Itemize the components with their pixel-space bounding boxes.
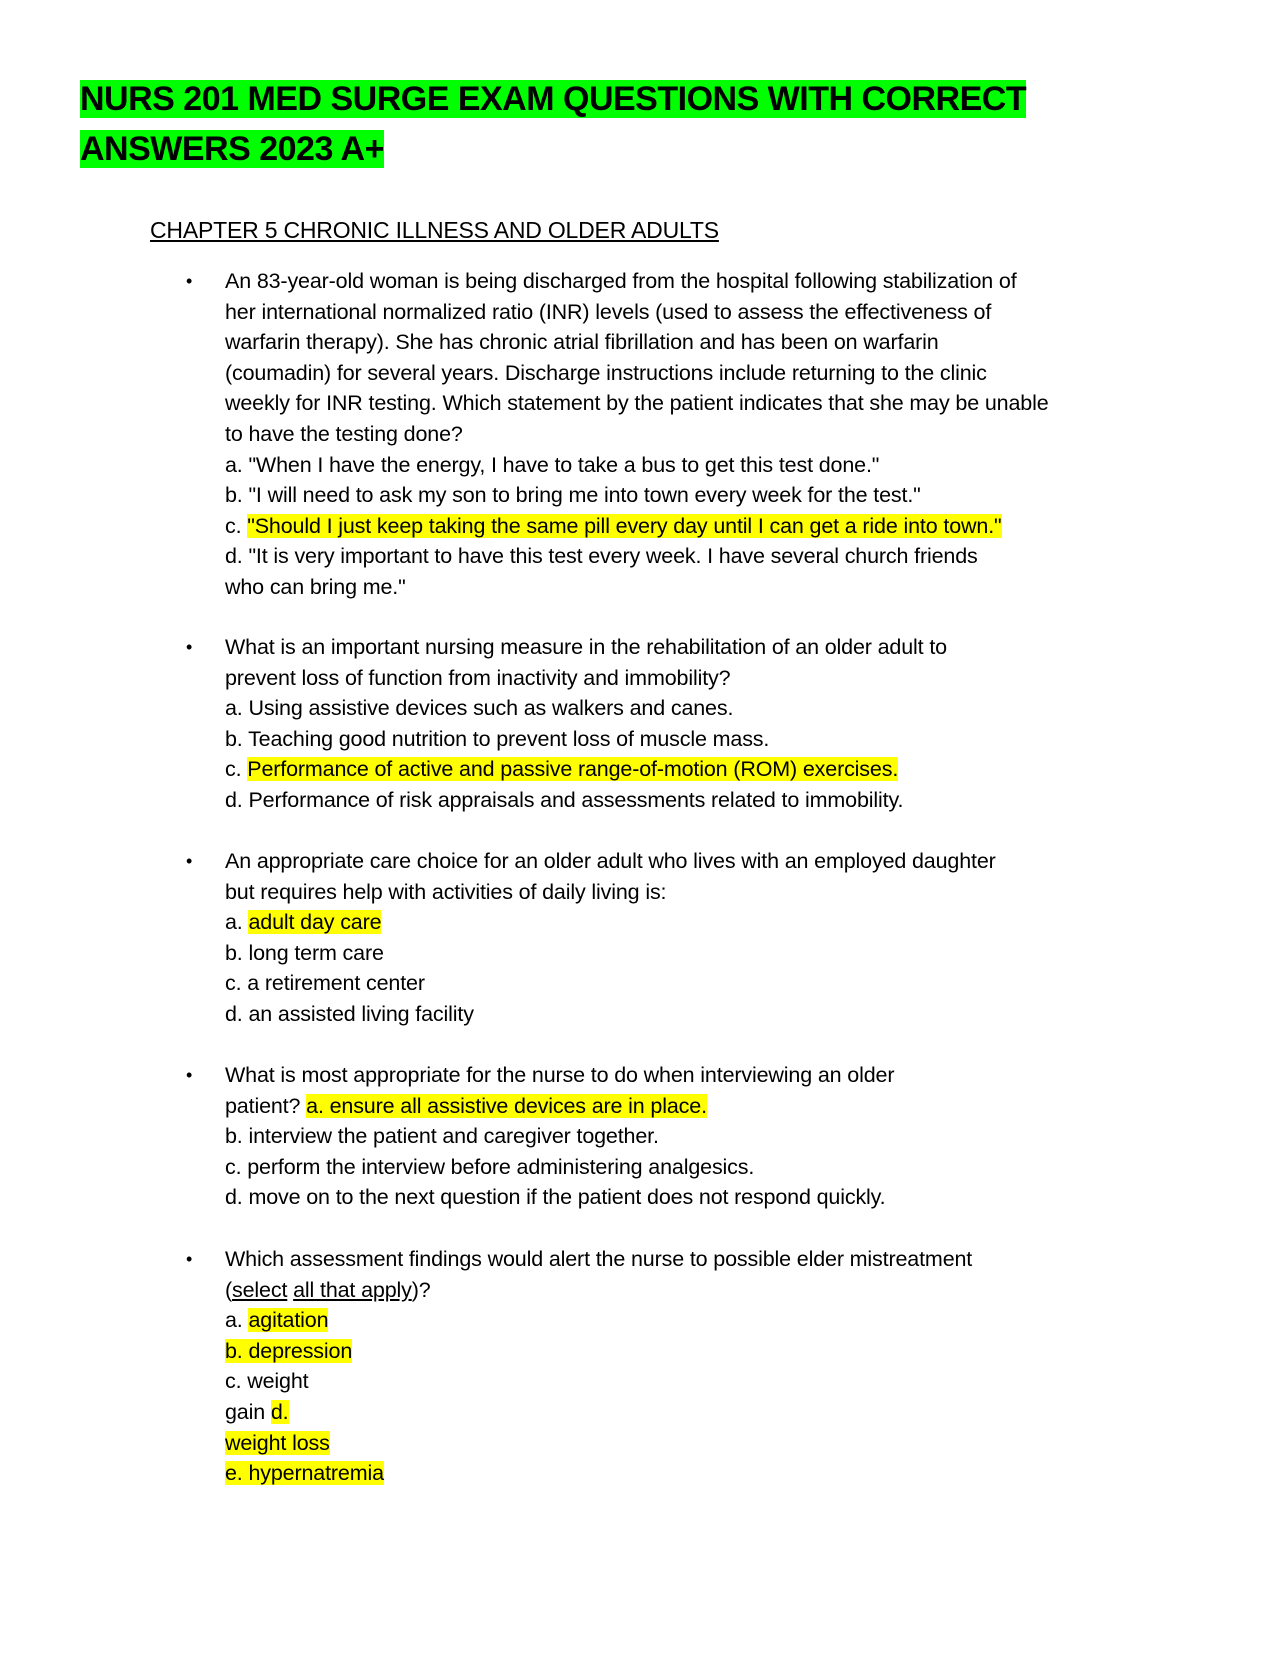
- question-stem-line-with-answer: [225, 1091, 1140, 1122]
- option-c: [225, 511, 1140, 542]
- correct-answer-highlight: agitation: [248, 1308, 329, 1333]
- option-c: c. weight: [225, 1369, 309, 1394]
- bullet-icon: •: [186, 637, 193, 657]
- question-stem-line: weekly for INR testing. Which statement by the patient indicates that she may be unable: [225, 391, 1049, 416]
- option-prefix: c.: [225, 757, 248, 782]
- question-stem-line: An appropriate care choice for an older adult who lives with an employed daughter: [225, 849, 996, 873]
- bullet-icon: •: [186, 271, 193, 291]
- chapter-heading: CHAPTER 5 CHRONIC ILLNESS AND OLDER ADULTS: [150, 217, 719, 243]
- question-stem-line: her international normalized ratio (INR) levels (used to assess the effectiveness of: [225, 299, 992, 324]
- option-d: [225, 1428, 1140, 1459]
- option-d: d. "It is very important to have this test every week. I have several church friends: [225, 544, 978, 569]
- question-stem-line: (coumadin) for several years. Discharge instructions include returning to the clinic: [225, 360, 987, 385]
- option-c: [225, 754, 1140, 785]
- question-1-body: [225, 266, 1140, 603]
- option-text: gain: [225, 1399, 271, 1424]
- question-2-body: [225, 632, 1140, 816]
- question-stem-line: Which assessment findings would alert the nurse to possible elder mistreatment: [225, 1247, 973, 1271]
- option-c: c. a retirement center: [225, 971, 425, 996]
- correct-answer-highlight: Performance of active and passive range-of-motion (ROM) exercises.: [247, 757, 899, 782]
- question-stem-line: prevent loss of function from inactivity and immobility?: [225, 665, 731, 690]
- question-5-body: [225, 1244, 1140, 1489]
- option-a: a. "When I have the energy, I have to take a bus to get this test done.": [225, 452, 880, 477]
- document-title: [80, 74, 1180, 174]
- option-d: d. an assisted living facility: [225, 1001, 474, 1026]
- option-prefix: a.: [225, 910, 249, 935]
- option-c: c. perform the interview before administering analgesics.: [225, 1154, 755, 1179]
- bullet-icon: •: [186, 1065, 193, 1085]
- question-stem-line: What is an important nursing measure in the rehabilitation of an older adult to: [225, 635, 947, 659]
- question-stem-text: patient?: [225, 1093, 307, 1118]
- question-stem-line: [225, 1275, 1140, 1306]
- question-stem-line: to have the testing done?: [225, 421, 463, 446]
- option-b: b. "I will need to ask my son to bring me into town every week for the test.": [225, 483, 921, 508]
- question-4-body: [225, 1060, 1140, 1213]
- option-b: b. Teaching good nutrition to prevent loss of muscle mass.: [225, 726, 770, 751]
- option-a: [225, 1305, 1140, 1336]
- bullet-icon: •: [186, 1249, 193, 1269]
- option-b: b. long term care: [225, 940, 384, 965]
- option-b: b. interview the patient and caregiver together.: [225, 1124, 659, 1149]
- all-that-apply: all that apply: [293, 1277, 412, 1302]
- title-line-2: ANSWERS 2023 A+: [80, 130, 384, 168]
- correct-answer-highlight: d.: [270, 1399, 289, 1424]
- question-stem-line: but requires help with activities of daily living is:: [225, 879, 667, 904]
- option-a: a. Using assistive devices such as walkers and canes.: [225, 696, 734, 721]
- select-word: select: [232, 1277, 288, 1302]
- option-b: [225, 1336, 1140, 1367]
- option-d-continued: who can bring me.": [225, 574, 406, 599]
- option-prefix: a.: [225, 1308, 249, 1333]
- correct-answer-highlight: adult day care: [248, 910, 382, 935]
- correct-answer-highlight: b. depression: [225, 1338, 353, 1363]
- correct-answer-highlight: weight loss: [225, 1430, 330, 1455]
- correct-answer-highlight: a. ensure all assistive devices are in place.: [306, 1093, 707, 1118]
- correct-answer-highlight: "Should I just keep taking the same pill every day until I can get a ride into town.": [247, 513, 1002, 538]
- bullet-icon: •: [186, 851, 193, 871]
- option-a: [225, 907, 1140, 938]
- question-stem-line: An 83-year-old woman is being discharged from the hospital following stabilization of: [225, 269, 1017, 293]
- option-prefix: c.: [225, 513, 248, 538]
- question-stem-line: What is most appropriate for the nurse to do when interviewing an older: [225, 1063, 895, 1087]
- title-line-1: NURS 201 MED SURGE EXAM QUESTIONS WITH CORRECT: [80, 80, 1027, 118]
- correct-answer-highlight: e. hypernatremia: [225, 1461, 384, 1486]
- question-3-body: [225, 846, 1140, 1030]
- paren-open: (: [225, 1277, 233, 1302]
- question-stem-line: warfarin therapy). She has chronic atrial fibrillation and has been on warfarin: [225, 330, 939, 355]
- option-d: d. move on to the next question if the patient does not respond quickly.: [225, 1185, 886, 1210]
- paren-close: )?: [411, 1277, 431, 1302]
- option-d: d. Performance of risk appraisals and assessments related to immobility.: [225, 787, 904, 812]
- option-e: [225, 1458, 1140, 1489]
- option-c-continued: [225, 1397, 1140, 1428]
